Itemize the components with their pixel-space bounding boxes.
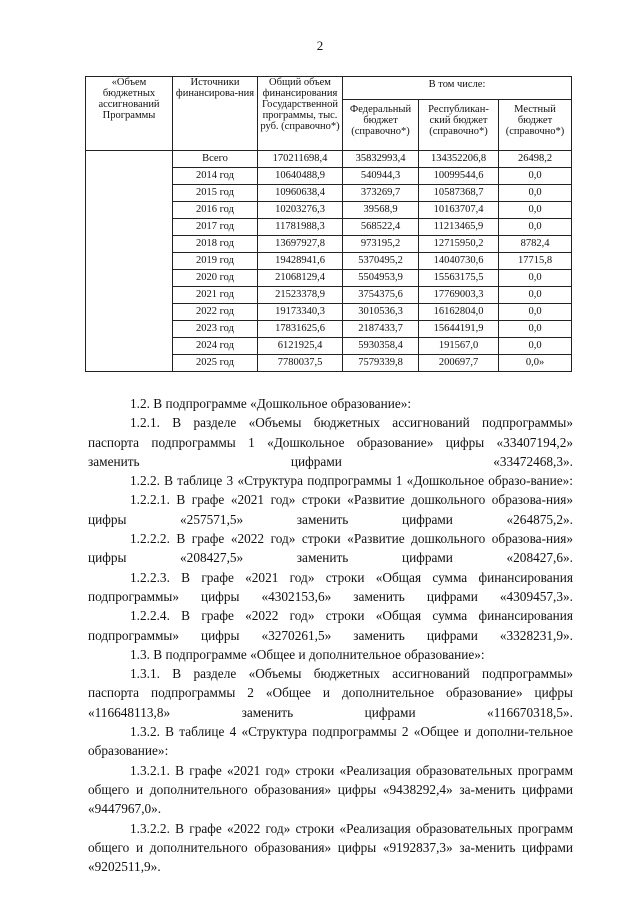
cell-local: 0,0 bbox=[499, 202, 572, 219]
cell-source: 2016 год bbox=[173, 202, 258, 219]
cell-source: Всего bbox=[173, 151, 258, 168]
cell-republic: 14040730,6 bbox=[419, 253, 499, 270]
document-body bbox=[88, 394, 573, 876]
cell-total: 10640488,9 bbox=[258, 168, 343, 185]
paragraph: 1.2.2.1. В графе «2021 год» строки «Развитие дошкольного образова-ния» цифры «257571,5» заменить цифрами «264875,2». bbox=[88, 492, 573, 527]
cell-local: 0,0 bbox=[499, 270, 572, 287]
paragraph: 1.2.1. В разделе «Объемы бюджетных ассигнований подпрограммы» паспорта подпрограммы 1 «Дошкольное образование» цифры «33407194,2» заменить цифрами «33472468,3». bbox=[88, 415, 573, 469]
cell-federal: 39568,9 bbox=[343, 202, 419, 219]
cell-federal: 540944,3 bbox=[343, 168, 419, 185]
cell-total: 13697927,8 bbox=[258, 236, 343, 253]
cell-federal: 3754375,6 bbox=[343, 287, 419, 304]
cell-federal: 5504953,9 bbox=[343, 270, 419, 287]
paragraph: 1.3.2.2. В графе «2022 год» строки «Реализация образовательных программ общего и дополнительного образования» цифры «9192837,3» за-менить цифрами «9202511,9». bbox=[88, 820, 573, 875]
cell-federal: 5370495,2 bbox=[343, 253, 419, 270]
cell-republic: 11213465,9 bbox=[419, 219, 499, 236]
cell-local: 17715,8 bbox=[499, 253, 572, 270]
header-funding-sources: Источники финансирова-ния bbox=[173, 77, 258, 151]
paragraph: 1.2.2.3. В графе «2021 год» строки «Общая сумма финансирования подпрограммы» цифры «4302153,6» заменить цифрами «4309457,3». bbox=[88, 569, 573, 604]
empty-cell bbox=[86, 151, 173, 372]
paragraph: 1.2.2. В таблице 3 «Структура подпрограммы 1 «Дошкольное образо-вание»: bbox=[130, 473, 573, 489]
cell-total: 19428941,6 bbox=[258, 253, 343, 270]
cell-local: 0,0 bbox=[499, 338, 572, 355]
paragraph: 1.2. В подпрограмме «Дошкольное образование»: bbox=[130, 396, 412, 411]
cell-total: 11781988,3 bbox=[258, 219, 343, 236]
cell-source: 2022 год bbox=[173, 304, 258, 321]
cell-local: 0,0 bbox=[499, 287, 572, 304]
cell-total: 10203276,3 bbox=[258, 202, 343, 219]
cell-local: 0,0 bbox=[499, 321, 572, 338]
cell-total: 10960638,4 bbox=[258, 185, 343, 202]
cell-republic: 17769003,3 bbox=[419, 287, 499, 304]
cell-total: 17831625,6 bbox=[258, 321, 343, 338]
cell-federal: 35832993,4 bbox=[343, 151, 419, 168]
budget-allocation-table bbox=[85, 76, 572, 372]
cell-federal: 568522,4 bbox=[343, 219, 419, 236]
cell-total: 6121925,4 bbox=[258, 338, 343, 355]
cell-local: 26498,2 bbox=[499, 151, 572, 168]
cell-federal: 2187433,7 bbox=[343, 321, 419, 338]
cell-total: 7780037,5 bbox=[258, 355, 343, 372]
cell-local: 8782,4 bbox=[499, 236, 572, 253]
cell-republic: 10099544,6 bbox=[419, 168, 499, 185]
cell-local: 0,0 bbox=[499, 185, 572, 202]
cell-republic: 200697,7 bbox=[419, 355, 499, 372]
cell-federal: 5930358,4 bbox=[343, 338, 419, 355]
header-republic-budget: Республикан-ский бюджет (справочно*) bbox=[419, 100, 499, 151]
cell-local: 0,0» bbox=[499, 355, 572, 372]
paragraph: 1.3.2.1. В графе «2021 год» строки «Реализация образовательных программ общего и дополнительного образования» цифры «9438292,4» за-менить цифрами «9447967,0». bbox=[88, 762, 573, 817]
paragraph: 1.3.2. В таблице 4 «Структура подпрограммы 2 «Общее и дополни-тельное образование»: bbox=[88, 724, 573, 759]
cell-republic: 10163707,4 bbox=[419, 202, 499, 219]
cell-source: 2018 год bbox=[173, 236, 258, 253]
cell-federal: 7579339,8 bbox=[343, 355, 419, 372]
cell-federal: 373269,7 bbox=[343, 185, 419, 202]
cell-republic: 15563175,5 bbox=[419, 270, 499, 287]
header-including: В том числе: bbox=[343, 77, 572, 100]
cell-total: 170211698,4 bbox=[258, 151, 343, 168]
cell-total: 21523378,9 bbox=[258, 287, 343, 304]
cell-federal: 3010536,3 bbox=[343, 304, 419, 321]
header-budget-volume: «Объем бюджетных ассигнований Программы bbox=[86, 77, 173, 151]
table-row bbox=[86, 151, 572, 168]
cell-source: 2021 год bbox=[173, 287, 258, 304]
cell-local: 0,0 bbox=[499, 219, 572, 236]
cell-source: 2023 год bbox=[173, 321, 258, 338]
cell-republic: 10587368,7 bbox=[419, 185, 499, 202]
page-number: 2 bbox=[316, 38, 324, 53]
cell-republic: 134352206,8 bbox=[419, 151, 499, 168]
header-local-budget: Местный бюджет (справочно*) bbox=[499, 100, 572, 151]
cell-total: 21068129,4 bbox=[258, 270, 343, 287]
cell-republic: 15644191,9 bbox=[419, 321, 499, 338]
cell-local: 0,0 bbox=[499, 304, 572, 321]
header-federal-budget: Федеральный бюджет (справочно*) bbox=[343, 100, 419, 151]
cell-source: 2024 год bbox=[173, 338, 258, 355]
cell-source: 2014 год bbox=[173, 168, 258, 185]
paragraph: 1.2.2.2. В графе «2022 год» строки «Развитие дошкольного образова-ния» цифры «208427,5» заменить цифрами «208427,6». bbox=[88, 531, 573, 566]
cell-source: 2025 год bbox=[173, 355, 258, 372]
paragraph: 1.3.1. В разделе «Объемы бюджетных ассигнований подпрограммы» паспорта подпрограммы 2 «Общее и дополнительное образование» цифры «116648113,8» заменить цифрами «116670318,5». bbox=[88, 666, 573, 720]
cell-republic: 12715950,2 bbox=[419, 236, 499, 253]
cell-federal: 973195,2 bbox=[343, 236, 419, 253]
cell-source: 2017 год bbox=[173, 219, 258, 236]
header-total-funding: Общий объем финансирования Государственной программы, тыс. руб. (справочно*) bbox=[258, 77, 343, 151]
cell-total: 19173340,3 bbox=[258, 304, 343, 321]
paragraph: 1.2.2.4. В графе «2022 год» строки «Общая сумма финансирования подпрограммы» цифры «3270261,5» заменить цифрами «3328231,9». bbox=[88, 608, 573, 643]
cell-republic: 191567,0 bbox=[419, 338, 499, 355]
cell-local: 0,0 bbox=[499, 168, 572, 185]
cell-source: 2015 год bbox=[173, 185, 258, 202]
cell-source: 2019 год bbox=[173, 253, 258, 270]
paragraph: 1.3. В подпрограмме «Общее и дополнительное образование»: bbox=[130, 646, 485, 662]
cell-source: 2020 год bbox=[173, 270, 258, 287]
cell-republic: 16162804,0 bbox=[419, 304, 499, 321]
